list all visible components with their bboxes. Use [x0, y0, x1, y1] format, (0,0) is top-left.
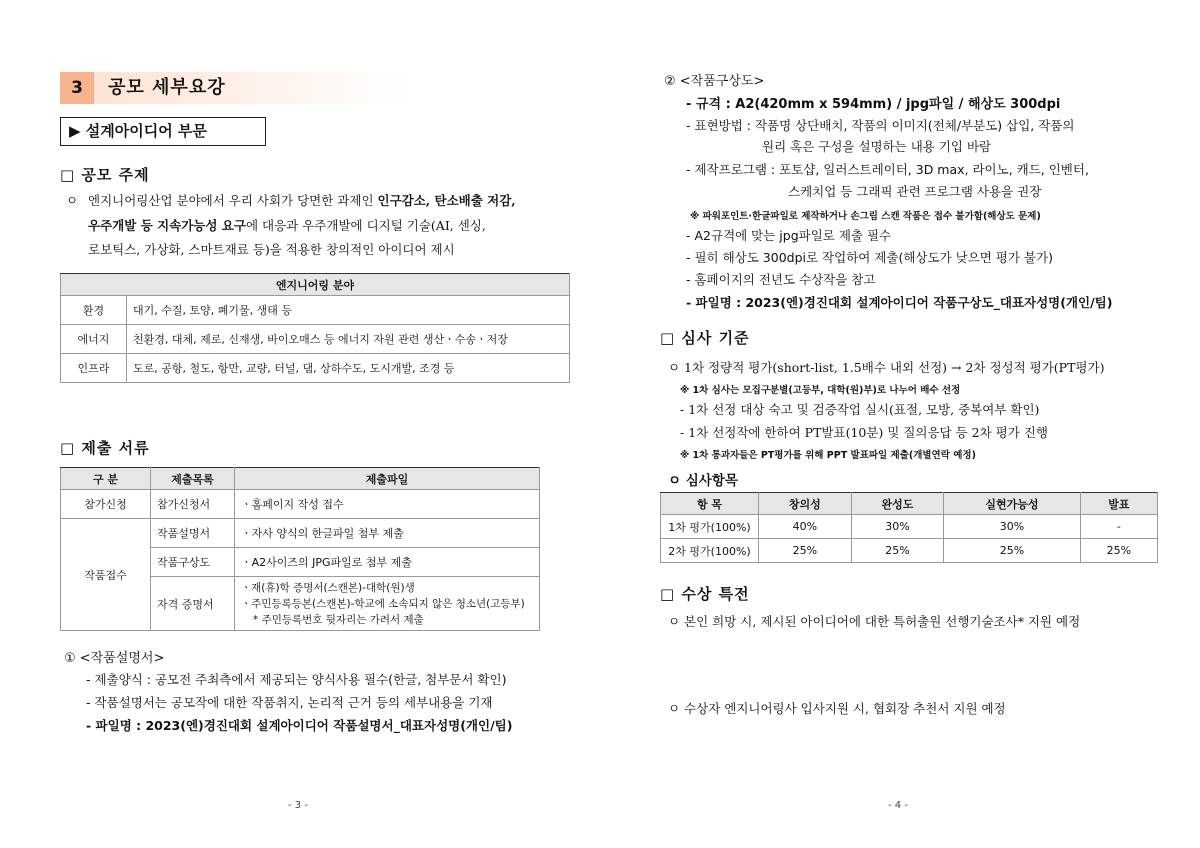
desc-doc-title: ① <작품설명서>: [64, 651, 165, 666]
theme-line-1-text: 엔지니어링산업 분야에서 우리 사회가 당면한 과제인: [88, 193, 378, 208]
review-note-1: ※ 1차 심사는 모집구분별(고등부, 대학(원)부)로 나누어 배수 선정: [680, 385, 961, 396]
engineering-field-table: [60, 273, 570, 383]
review-note-2: ※ 1차 통과자들은 PT평가를 위해 PPT 발표파일 제출(개별연락 예정): [680, 450, 976, 461]
score-header: 발표: [1080, 493, 1157, 515]
theme-line-1: [88, 189, 578, 213]
docs-header-item: 제출목록: [151, 468, 235, 490]
docs-item: 작품설명서: [151, 519, 235, 548]
submission-docs-table: [60, 467, 540, 631]
field-desc: 친환경, 대체, 제로, 신재생, 바이오매스 등 에너지 자원 관련 생산ㆍ수송ㆍ저장: [127, 325, 570, 354]
score-cell: 40%: [759, 515, 852, 539]
docs-file-multi: [235, 577, 540, 631]
table-row: [61, 325, 570, 354]
table-row: [61, 519, 540, 548]
theme-line-2: [88, 214, 486, 238]
docs-file: ㆍ홈페이지 작성 접수: [235, 490, 540, 519]
drawing-title: ② <작품구상도>: [664, 74, 765, 89]
table-row: [61, 296, 570, 325]
score-cell: 25%: [1080, 539, 1157, 563]
docs-file: ㆍ자사 양식의 한글파일 첨부 제출: [235, 519, 540, 548]
score-header: 실현가능성: [944, 493, 1080, 515]
docs-file-line: ㆍ주민등록등본(스캔본)-학교에 소속되지 않은 청소년(고등부): [241, 597, 525, 610]
review-items-heading: ㅇ 심사항목: [668, 473, 738, 489]
benefits-line-2: ㅇ 수상자 엔지니어링사 입사지원 시, 협회장 추천서 지원 예정: [668, 701, 1006, 716]
desc-doc-line-2: - 작품설명서는 공모작에 대한 작품취지, 논리적 근거 등의 세부내용을 기재: [86, 695, 493, 710]
field-table-header: 엔지니어링 분야: [61, 274, 570, 296]
score-table: [660, 492, 1158, 563]
desc-doc-line-3: - 파일명 : 2023(엔)경진대회 설계아이디어 작품설명서_대표자성명(개인/팀): [86, 718, 513, 733]
score-cell: 2차 평가(100%): [661, 539, 759, 563]
table-row: [661, 539, 1158, 563]
theme-line-2-text: 에 대응과 우주개발에 디지털 기술(AI, 센싱,: [245, 218, 486, 233]
score-cell: 30%: [851, 515, 944, 539]
docs-file-line: * 주민등록번호 뒷자리는 가려서 제출: [253, 613, 424, 626]
docs-item: 참가신청서: [151, 490, 235, 519]
drawing-req-1: - A2규격에 맞는 jpg파일로 제출 필수: [686, 228, 892, 243]
docs-item: 자격 증명서: [151, 577, 235, 631]
field-name: 에너지: [61, 325, 127, 354]
docs-file-line: ㆍ재(휴)학 증명서(스캔본)-대학(원)생: [241, 581, 415, 594]
drawing-req-2: - 필히 해상도 300dpi로 작업하여 제출(해상도가 낮으면 평가 불가): [686, 250, 1053, 265]
docs-file: ㆍA2사이즈의 JPG파일로 첨부 제출: [235, 548, 540, 577]
score-cell: 25%: [851, 539, 944, 563]
review-line-2: - 1차 선정 대상 숙고 및 검증작업 실시(표절, 모방, 중복여부 확인): [680, 402, 1040, 417]
table-row: [61, 354, 570, 383]
category-boxed-title: ▶ 설계아이디어 부문: [60, 117, 266, 146]
score-cell: 25%: [759, 539, 852, 563]
page-number-left: - 3 -: [288, 800, 308, 811]
field-name: 인프라: [61, 354, 127, 383]
score-header: 항 목: [661, 493, 759, 515]
theme-bullet: ㅇ: [66, 193, 79, 208]
review-line-1: ㅇ 1차 정량적 평가(short-list, 1.5배수 내외 선정) → 2차 정성적 평가(PT평가): [668, 360, 1105, 375]
table-row: [661, 515, 1158, 539]
drawing-program-1: - 제작프로그램 : 포토샵, 일러스트레이터, 3D max, 라이노, 캐드, 인벤터,: [686, 162, 1089, 177]
review-line-3: - 1차 선정작에 한하여 PT발표(10분) 및 질의응답 등 2차 평가 진행: [680, 425, 1048, 440]
section-number: 3: [60, 72, 94, 104]
theme-heading: □ 공모 주제: [60, 166, 150, 184]
drawing-req-3: - 홈페이지의 전년도 수상작을 참고: [686, 272, 876, 287]
docs-item: 작품구상도: [151, 548, 235, 577]
docs-header-file: 제출파일: [235, 468, 540, 490]
score-header: 완성도: [851, 493, 944, 515]
benefits-line-1: ㅇ 본인 희망 시, 제시된 아이디어에 대한 특허출원 선행기술조사* 지원 예정: [668, 614, 1081, 629]
score-cell: -: [1080, 515, 1157, 539]
theme-line-1-emphasis: 인구감소, 탄소배출 저감,: [377, 193, 516, 208]
field-desc: 도로, 공항, 철도, 항만, 교량, 터널, 댐, 상하수도, 도시개발, 조경 등: [127, 354, 570, 383]
theme-line-2-emphasis: 우주개발 등 지속가능성 요구: [88, 218, 246, 233]
docs-category: 참가신청: [61, 490, 151, 519]
drawing-note: ※ 파워포인트·한글파일로 제작하거나 손그림 스캔 작품은 접수 불가함(해상도 문제): [690, 211, 1041, 222]
score-cell: 30%: [944, 515, 1080, 539]
score-cell: 25%: [944, 539, 1080, 563]
benefits-heading: □ 수상 특전: [660, 585, 750, 603]
table-row: [61, 490, 540, 519]
drawing-filename: - 파일명 : 2023(엔)경진대회 설계아이디어 작품구상도_대표자성명(개인/팀): [686, 295, 1113, 310]
page-number-right: - 4 -: [888, 800, 908, 811]
drawing-method-1: - 표현방법 : 작품명 상단배치, 작품의 이미지(전체/부분도) 삽입, 작품의: [686, 118, 1075, 133]
drawing-program-2: 스케치업 등 그래픽 관련 프로그램 사용을 권장: [788, 184, 1042, 199]
docs-category: 작품접수: [61, 519, 151, 631]
score-cell: 1차 평가(100%): [661, 515, 759, 539]
drawing-spec: - 규격 : A2(420mm x 594mm) / jpg파일 / 해상도 300dpi: [686, 97, 1061, 112]
desc-doc-line-1: - 제출양식 : 공모전 주최측에서 제공되는 양식사용 필수(한글, 첨부문서 확인): [86, 672, 507, 687]
score-header: 창의성: [759, 493, 852, 515]
field-desc: 대기, 수질, 토양, 폐기물, 생태 등: [127, 296, 570, 325]
docs-heading: □ 제출 서류: [60, 439, 150, 457]
drawing-method-2: 원리 혹은 구성을 설명하는 내용 기입 바람: [762, 139, 992, 154]
docs-header-category: 구 분: [61, 468, 151, 490]
field-name: 환경: [61, 296, 127, 325]
section-title: 공모 세부요강: [108, 77, 226, 98]
theme-line-3: 로보틱스, 가상화, 스마트재료 등)을 적용한 창의적인 아이디어 제시: [88, 242, 455, 257]
review-heading: □ 심사 기준: [660, 329, 750, 347]
